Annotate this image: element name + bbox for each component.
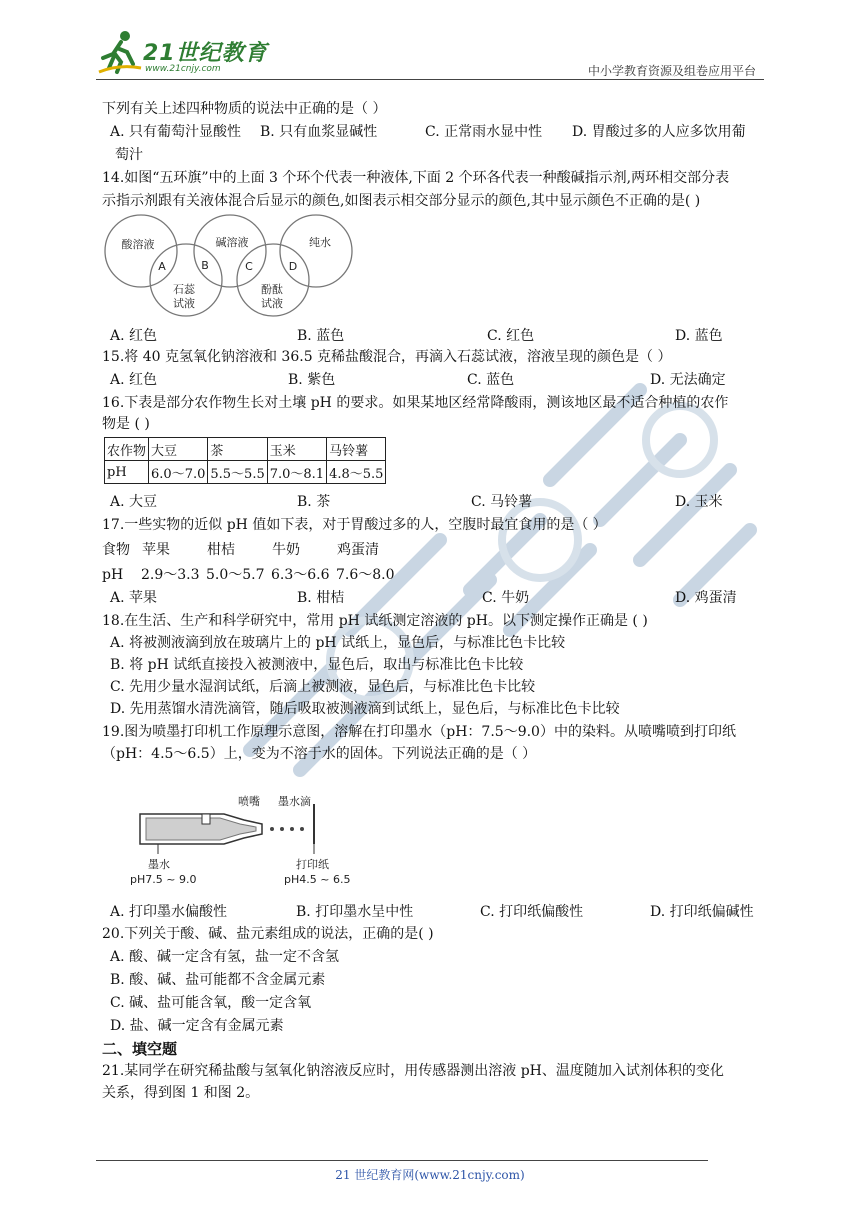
- q15-option-b: B. 紫色: [288, 372, 336, 388]
- q16-stem-line1: 16.下表是部分农作物生长对土壤 pH 的要求。如果某地区经常降酸雨，测该地区最不适合种植的农作: [102, 395, 729, 411]
- table-cell: 7.0～8.1: [267, 461, 326, 484]
- q17-ph-orange: 5.0～5.7: [206, 567, 265, 583]
- q17-option-c: C. 牛奶: [482, 590, 530, 606]
- q14-option-a: A. 红色: [110, 328, 158, 344]
- q20-option-a: A. 酸、碱一定含有氢，盐一定不含氢: [110, 949, 340, 965]
- footer-divider: [96, 1160, 708, 1161]
- q17-option-b: B. 柑桔: [297, 590, 345, 606]
- table-cell: 5.5～5.5: [208, 461, 267, 484]
- q14-option-c: C. 红色: [487, 328, 535, 344]
- ring-label-water: 纯水: [309, 236, 331, 249]
- q14-stem-line2: 示指示剂跟有关液体混合后显示的颜色,如图表示相交部分显示的颜色,其中显示颜色不正确的是( ): [102, 193, 701, 209]
- ring-intersect-a: A: [158, 260, 166, 273]
- q20-stem: 20.下列关于酸、碱、盐元素组成的说法，正确的是( ): [102, 926, 434, 942]
- q14-stem-line1: 14.如图“五环旗”中的上面 3 个环个代表一种液体,下面 2 个环各代表一种酸碱指示剂,两环相交部分表: [102, 170, 730, 186]
- ring-intersect-b: B: [201, 259, 209, 272]
- q15-option-a: A. 红色: [110, 372, 158, 388]
- label-ink-ph: pH7.5 ~ 9.0: [130, 873, 197, 886]
- ring-water: [280, 215, 352, 287]
- q21-stem-line2: 关系，得到图 1 和图 2。: [102, 1085, 260, 1101]
- header-divider: [96, 79, 764, 80]
- q17-ph-egg: 7.6～8.0: [336, 567, 395, 583]
- q15-option-d: D. 无法确定: [650, 372, 726, 388]
- q17-food-orange: 柑桔: [207, 542, 235, 558]
- q19-option-d: D. 打印纸偏碱性: [650, 904, 754, 920]
- q21-stem-line1: 21.某同学在研究稀盐酸与氢氧化钠溶液反应时，用传感器测出溶液 pH、温度随加入试剂体积的变化: [102, 1063, 724, 1079]
- q19-option-b: B. 打印墨水呈中性: [296, 904, 414, 920]
- q13-option-c: C. 正常雨水显中性: [425, 124, 543, 140]
- table-row: [105, 461, 386, 484]
- table-cell: 茶: [208, 438, 267, 461]
- q16-option-d: D. 玉米: [675, 494, 723, 510]
- label-ink-drop: 墨水滴: [278, 795, 311, 808]
- q17-food-egg: 鸡蛋清: [337, 542, 379, 558]
- q19-option-a: A. 打印墨水偏酸性: [110, 904, 228, 920]
- q13-option-a: A. 只有葡萄汁显酸性: [110, 124, 242, 140]
- label-ink: 墨水: [148, 858, 170, 871]
- q17-stem: 17.一些实物的近似 pH 值如下表，对于胃酸过多的人，空腹时最宜食用的是（ ）: [102, 517, 607, 533]
- ring-label-acid: 酸溶液: [121, 238, 155, 251]
- brand-name: 21世纪教育: [143, 41, 268, 66]
- table-cell: pH: [105, 461, 149, 484]
- crop-ph-table: [104, 437, 386, 484]
- table-cell: 4.8～5.5: [327, 461, 386, 484]
- ring-label-base: 碱溶液: [215, 236, 249, 249]
- q17-food-apple: 苹果: [142, 542, 170, 558]
- q20-option-b: B. 酸、碱、盐可能都不含金属元素: [110, 972, 326, 988]
- q17-food-milk: 牛奶: [272, 542, 300, 558]
- inkjet-diagram: [120, 790, 370, 898]
- q16-stem-line2: 物是 ( ): [102, 416, 150, 432]
- q13-stem: 下列有关上述四种物质的说法中正确的是（ ）: [102, 101, 387, 117]
- q16-option-b: B. 茶: [297, 494, 331, 510]
- q18-option-a: A. 将被测液滴到放在玻璃片上的 pH 试纸上，显色后，与标准比色卡比较: [110, 635, 566, 651]
- brand-url: www.21cnjy.com: [145, 64, 221, 74]
- q15-option-c: C. 蓝色: [467, 372, 515, 388]
- q16-option-a: A. 大豆: [110, 494, 158, 510]
- label-nozzle: 喷嘴: [238, 795, 260, 808]
- table-row: [105, 438, 386, 461]
- q19-stem-line2: （pH：4.5～6.5）上，变为不溶于水的固体。下列说法正确的是（ ）: [102, 746, 537, 762]
- q18-stem: 18.在生活、生产和科学研究中，常用 pH 试纸测定溶液的 pH。以下测定操作正确是 ( ): [102, 613, 648, 629]
- q17-option-a: A. 苹果: [110, 590, 158, 606]
- table-cell: 农作物: [105, 438, 149, 461]
- ring-base: [194, 215, 266, 287]
- q14-option-b: B. 蓝色: [297, 328, 345, 344]
- ring-intersect-d: D: [288, 260, 298, 273]
- q13-option-d-wrap: 萄汁: [115, 147, 143, 163]
- q20-option-d: D. 盐、碱一定含有金属元素: [110, 1018, 284, 1034]
- label-paper: 打印纸: [296, 858, 329, 871]
- table-cell: 6.0～7.0: [149, 461, 208, 484]
- five-ring-diagram: [100, 213, 362, 320]
- ring-label-litmus-1: 石蕊: [173, 283, 195, 296]
- q18-option-b: B. 将 pH 试纸直接投入被测液中，显色后，取出与标准比色卡比较: [110, 657, 524, 673]
- q17-food-label: 食物: [102, 542, 130, 558]
- q13-option-b: B. 只有血浆显碱性: [260, 124, 378, 140]
- q15-stem: 15.将 40 克氢氧化钠溶液和 36.5 克稀盐酸混合，再滴入石蕊试液，溶液呈现的颜色是（ ）: [102, 349, 672, 365]
- q14-option-d: D. 蓝色: [675, 328, 723, 344]
- q13-option-d: D. 胃酸过多的人应多饮用葡: [572, 124, 746, 140]
- q18-option-d: D. 先用蒸馏水清洗滴管，随后吸取被测液滴到试纸上，显色后，与标准比色卡比较: [110, 701, 620, 717]
- runner-logo-icon: [95, 28, 143, 76]
- q16-option-c: C. 马铃薯: [471, 494, 533, 510]
- label-paper-ph: pH4.5 ~ 6.5: [284, 873, 351, 886]
- q20-option-c: C. 碱、盐可能含氧，酸一定含氧: [110, 995, 312, 1011]
- table-cell: 玉米: [267, 438, 326, 461]
- ring-acid: [105, 215, 177, 287]
- q17-ph-milk: 6.3～6.6: [271, 567, 330, 583]
- q18-option-c: C. 先用少量水湿润试纸，后滴上被测液，显色后，与标准比色卡比较: [110, 679, 536, 695]
- table-cell: 大豆: [149, 438, 208, 461]
- platform-name: 中小学教育资源及组卷应用平台: [587, 64, 756, 78]
- q19-option-c: C. 打印纸偏酸性: [480, 904, 584, 920]
- table-cell: 马铃薯: [327, 438, 386, 461]
- footer-link[interactable]: 21 世纪教育网(www.21cnjy.com): [335, 1168, 525, 1182]
- q19-stem-line1: 19.图为喷墨打印机工作原理示意图，溶解在打印墨水（pH：7.5～9.0）中的染料。从喷嘴喷到打印纸: [102, 724, 736, 740]
- q17-ph-apple: 2.9～3.3: [141, 567, 200, 583]
- q17-ph-label: pH: [102, 567, 124, 583]
- ring-label-phenol-2: 试液: [261, 297, 283, 310]
- ring-label-phenol-1: 酚酞: [261, 283, 283, 296]
- q17-option-d: D. 鸡蛋清: [675, 590, 737, 606]
- ring-label-litmus-2: 试液: [173, 297, 195, 310]
- section-title-fill-blank: 二、填空题: [102, 1040, 178, 1058]
- ring-intersect-c: C: [245, 260, 253, 273]
